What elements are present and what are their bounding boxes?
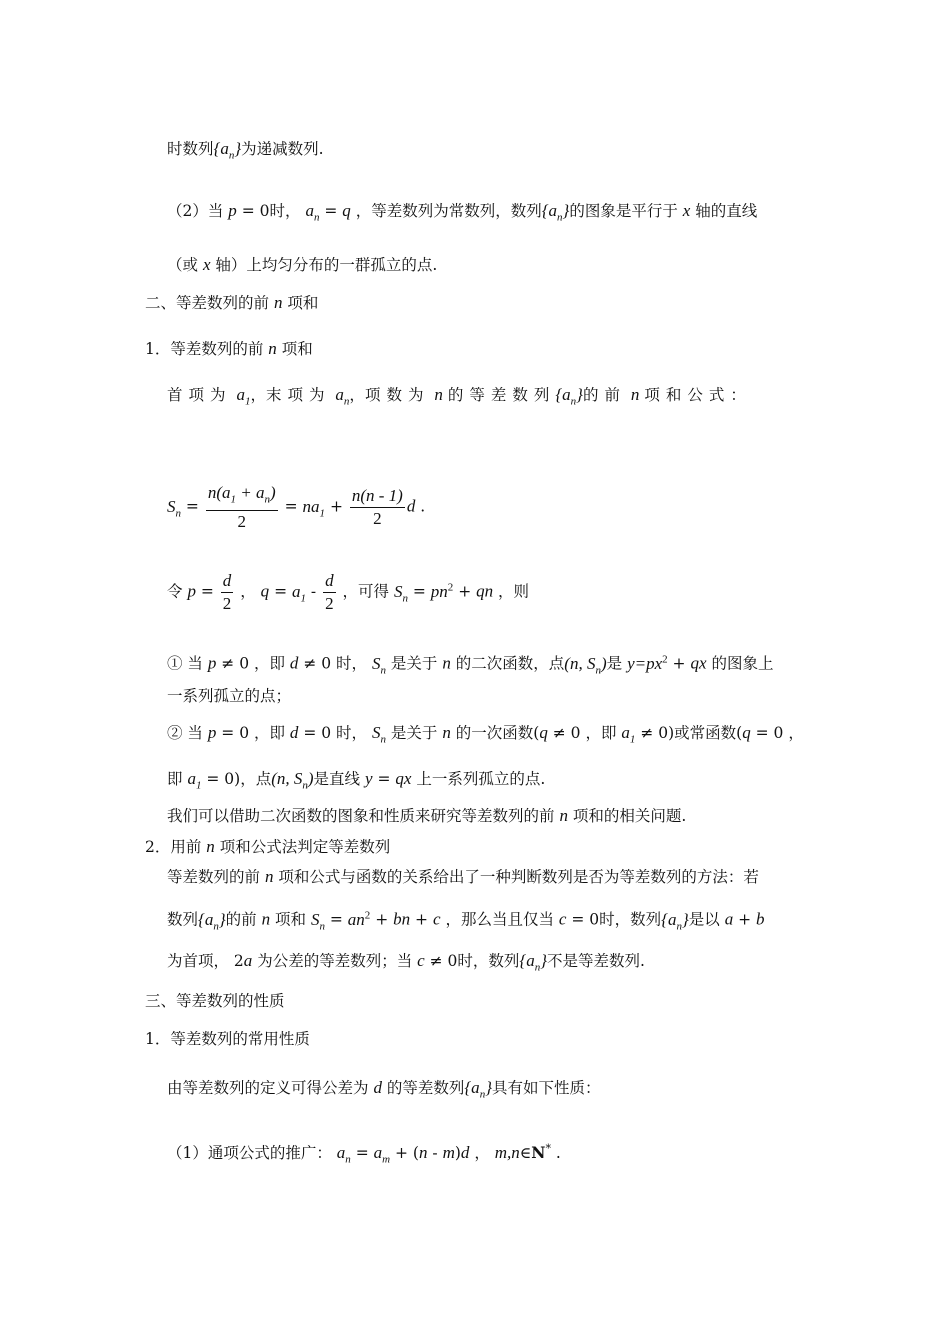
case-2-line-b: 即 $a_1 = 0$)，点(n, $S_n$)是直线 y = qx 上一系列孤立的点. bbox=[167, 769, 546, 792]
case-1-line-a: ① 当 p ≠ 0 ，即 d ≠ 0 时， $S_n$ 是关于 n 的二次函数，点(n, $S_n$)是 $y=px^2$ + qx 的图象上 bbox=[167, 653, 774, 677]
line-l1: 时数列$\{a_n\}$为递减数列. bbox=[167, 139, 324, 162]
property-1: （1）通项公式的推广： $a_n = a_m + (n - m)d$ ， m,n∈N* . bbox=[167, 1142, 561, 1166]
section-heading-3: 三、等差数列的性质 bbox=[145, 992, 285, 1010]
paragraph-quadratic-note: 我们可以借助二次函数的图象和性质来研究等差数列的前 n 项和的相关问题. bbox=[167, 806, 687, 825]
subsection-2: 2．用前 n 项和公式法判定等差数列 bbox=[145, 837, 391, 856]
section-heading-2: 二、等差数列的前 n 项和 bbox=[145, 293, 319, 312]
paragraph-criterion-c: 为首项， 2a 为公差的等差数列；当 c ≠ 0时，数列$\{a_n\}$不是等差数列. bbox=[167, 951, 645, 974]
subsection-3: 1．等差数列的常用性质 bbox=[145, 1030, 310, 1048]
paragraph-let-p-q: 令 p = $\frac{d}{2}$ ， $q = a_1$ - $\frac{d}{2}$ ，可得 $S_n = pn^2$ + qn ，则 bbox=[167, 571, 530, 613]
paragraph-properties-intro: 由等差数列的定义可得公差为 d 的等差数列$\{a_n\}$具有如下性质： bbox=[167, 1078, 601, 1101]
case-1-line-b: 一系列孤立的点； bbox=[167, 687, 292, 705]
line-l3: （或 x 轴）上均匀分布的一群孤立的点. bbox=[167, 255, 438, 274]
case-2-line-a: ② 当 p = 0 ，即 d = 0 时， $S_n$ 是关于 n 的一次函数(q ≠ 0 ，即 $a_1 \ne 0$)或常函数(q = 0 ， bbox=[167, 723, 804, 746]
line-l2: （2）当 p = 0时， $a_n = q$ ，等差数列为常数列，数列$\{a_n\}$的图象是平行于 x 轴的直线 bbox=[167, 201, 758, 224]
subsection-1: 1．等差数列的前 n 项和 bbox=[145, 339, 313, 358]
paragraph-criterion-a: 等差数列的前 n 项和公式与函数的关系给出了一种判断数列是否为等差数列的方法：若 bbox=[167, 867, 759, 886]
paragraph-sum-intro: 首项为 $a_1$，末项为 $a_n$，项数为 n 的等差数列$\{a_n\}$的前 n 项和公式： bbox=[167, 385, 752, 408]
formula-sn: $S_n$ = $\frac{n(a_1 + a_n)}{2}$ = $na_1$ + $\frac{n(n - 1)}{2}$ d . bbox=[167, 483, 426, 532]
paragraph-criterion-b: 数列$\{a_n\}$的前 n 项和 $S_n = an^2$ + bn + c ，那么当且仅当 c = 0时，数列$\{a_n\}$是以 a + b bbox=[167, 909, 765, 933]
